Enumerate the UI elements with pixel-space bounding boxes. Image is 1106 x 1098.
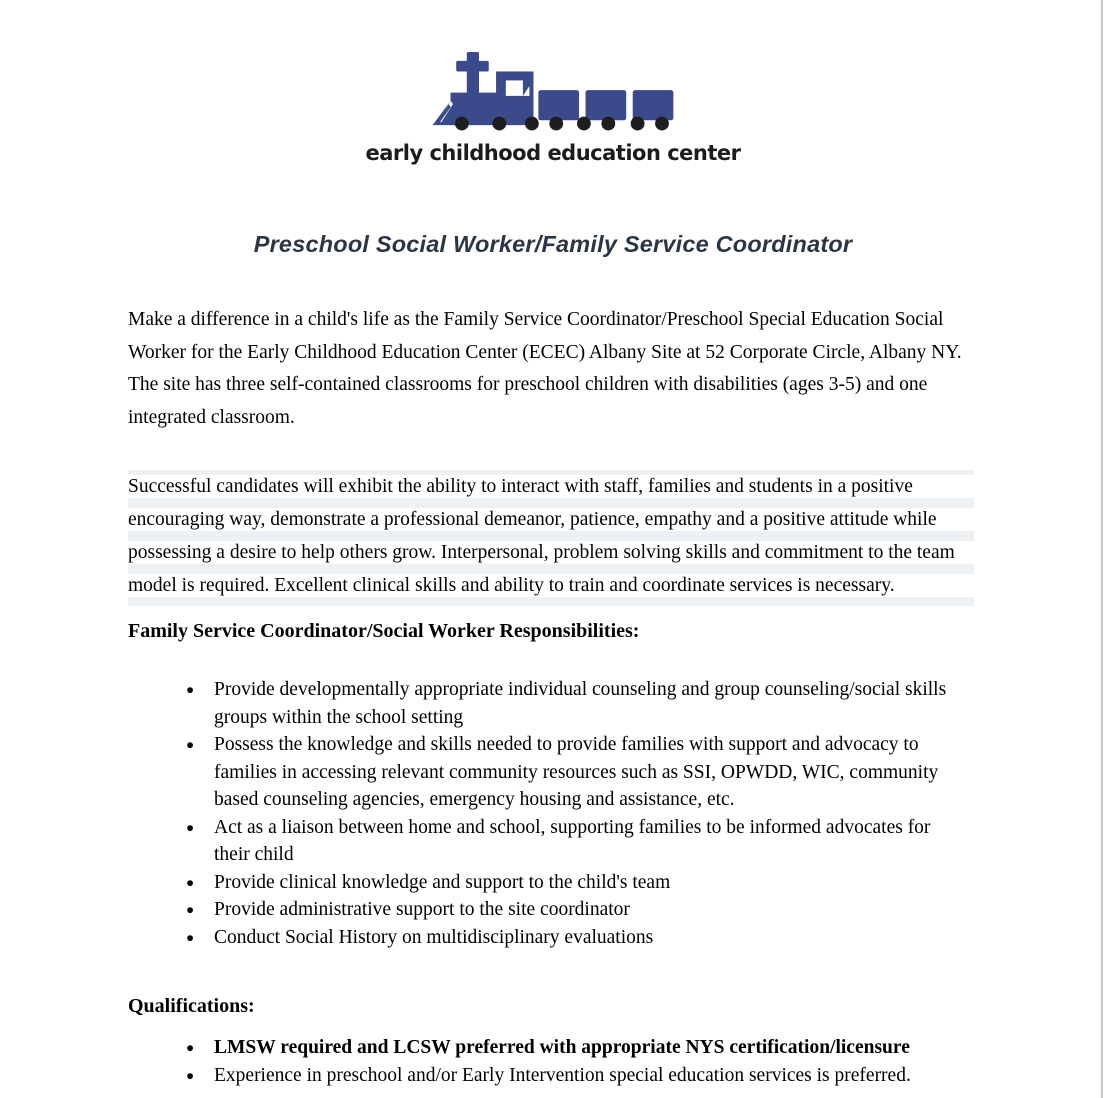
page-edge-line (1101, 0, 1103, 1098)
list-item: ● Possess the knowledge and skills needed to provide families with support and advocacy to families in accessing relevant community resources such as SSI, OPWDD, WIC, community based counseling agencies, emergency housing and assistance, etc. (186, 731, 948, 814)
brand-text: early childhood education center (365, 141, 741, 165)
list-item: ● Provide developmentally appropriate individual counseling and group counseling/social skills groups within the school setting (186, 676, 948, 731)
qualifications-heading: Qualifications: (128, 995, 255, 1017)
qualifications-list (186, 1034, 948, 1089)
responsibilities-list (186, 676, 948, 951)
list-item: ● LMSW required and LCSW preferred with appropriate NYS certification/licensure (186, 1034, 948, 1062)
highlighted-paragraph: Successful candidates will exhibit the ability to interact with staff, families and students in a positive encouraging way, demonstrate a professional demeanor, patience, empathy and a positive attitude while possessing a desire to help others grow. Interpersonal, problem solving skills and commitment to the team model is required. Excellent clinical skills and ability to train and coordinate services is necessary. (128, 470, 974, 606)
document-body (0, 304, 1106, 1089)
list-item: ● Act as a liaison between home and school, supporting families to be informed advocates for their child (186, 814, 948, 869)
page-title: Preschool Social Worker/Family Service Coordinator (253, 231, 853, 257)
list-item: ● Provide clinical knowledge and support to the child's team (186, 869, 948, 897)
intro-paragraph: Make a difference in a child's life as the Family Service Coordinator/Preschool Special Education Social Worker for the Early Childhood Education Center (ECEC) Albany Site at 52 Corporate Circle, Albany NY. The site has three self-contained classrooms for preschool children with disabilities (ages 3-5) and one integrated classroom. (128, 309, 962, 428)
logo-block (0, 0, 1106, 165)
list-item: ● Experience in preschool and/or Early Intervention special education services is preferred. (186, 1062, 948, 1090)
responsibilities-heading: Family Service Coordinator/Social Worker Responsibilities: (128, 620, 640, 642)
list-item: ● Provide administrative support to the site coordinator (186, 896, 948, 924)
train-logo-icon (431, 50, 675, 132)
list-item: ● Conduct Social History on multidisciplinary evaluations (186, 924, 948, 952)
